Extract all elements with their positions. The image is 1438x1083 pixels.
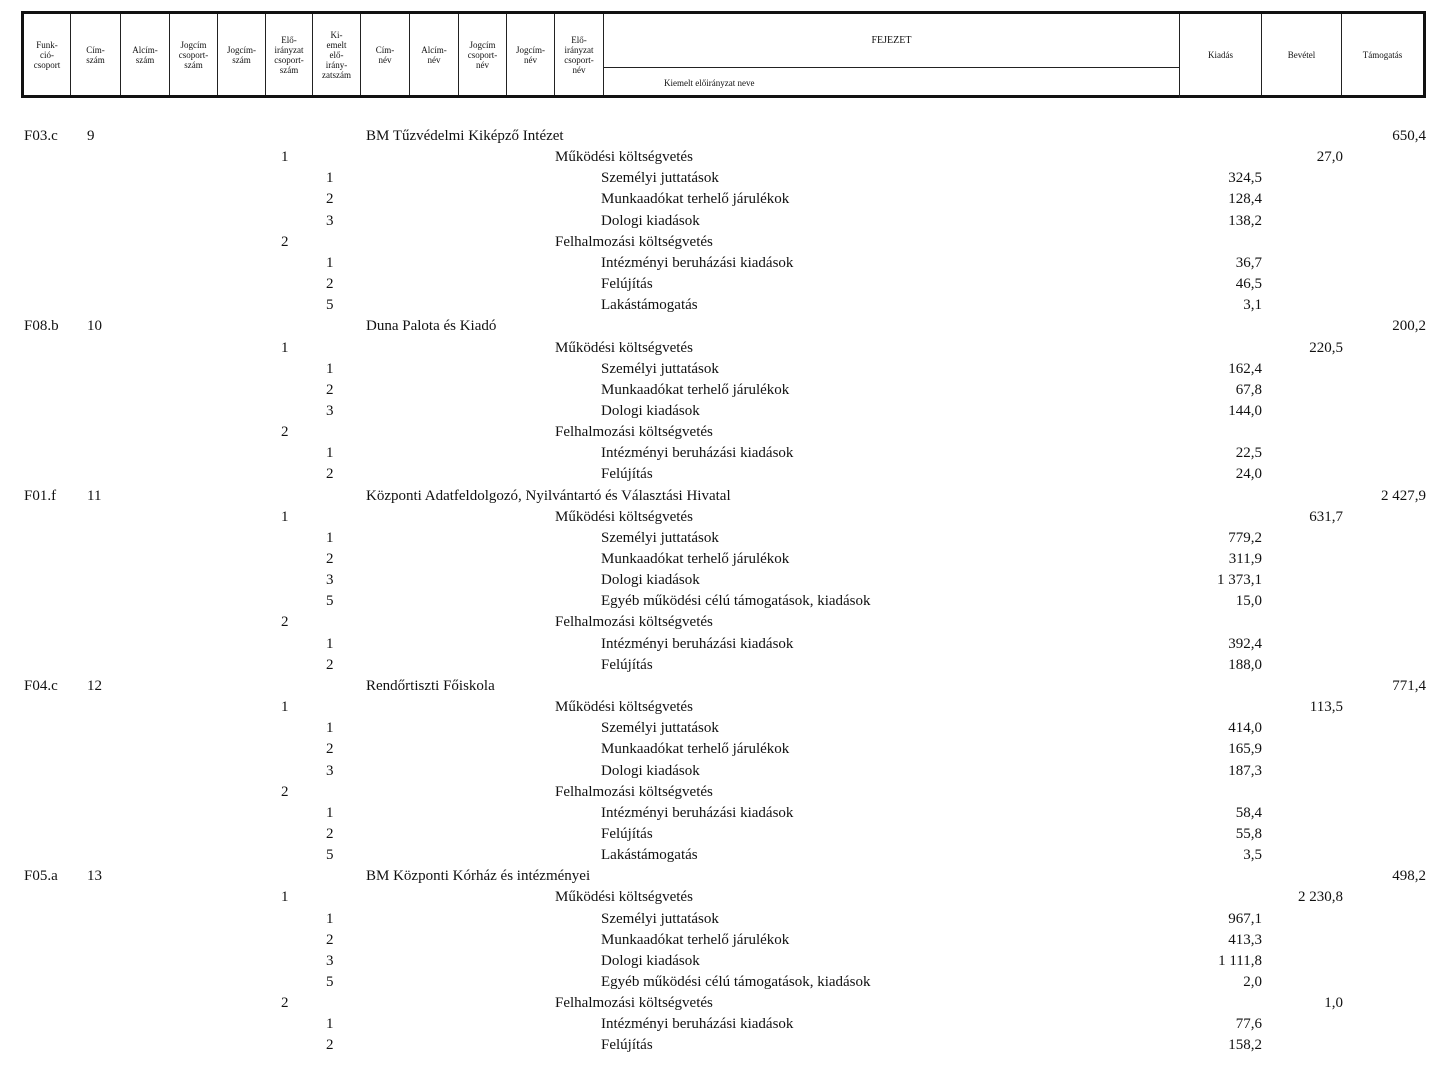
revenue-value: 113,5	[1309, 699, 1343, 716]
col-header-eloiranyzatcsoportnev: Elő- irányzat csoport- név	[555, 14, 604, 95]
subsidy-value: 2 427,9	[1381, 487, 1426, 504]
item-name: Egyéb működési célú támogatások, kiadások	[601, 593, 871, 610]
table-row	[0, 887, 1438, 908]
item-name: Személyi juttatások	[601, 720, 719, 737]
item-name: Dologi kiadások	[601, 402, 700, 419]
table-row	[0, 739, 1438, 760]
item-name: Lakástámogatás	[601, 847, 698, 864]
table-row	[0, 316, 1438, 337]
function-group-code: F04.c	[24, 677, 58, 694]
highlighted-appropriation-number: 5	[326, 847, 334, 864]
item-name: Intézményi beruházási kiadások	[601, 254, 794, 271]
item-name: Dologi kiadások	[601, 762, 700, 779]
expenditure-value: 15,0	[1235, 593, 1262, 610]
item-name: Dologi kiadások	[601, 212, 700, 229]
subsidy-value: 650,4	[1392, 128, 1426, 144]
col-header-cimszam: Cím- szám	[71, 14, 121, 95]
highlighted-appropriation-number: 1	[326, 445, 334, 462]
highlighted-appropriation-number: 2	[326, 191, 334, 208]
expenditure-value: 46,5	[1235, 276, 1262, 293]
subsidy-value: 771,4	[1392, 677, 1426, 694]
col-header-jogcimnev: Jogcím- név	[507, 14, 555, 95]
function-group-code: F03.c	[24, 128, 58, 144]
item-name: Intézményi beruházási kiadások	[601, 1016, 794, 1033]
expenditure-value: 1 373,1	[1217, 572, 1262, 589]
table-row	[0, 612, 1438, 633]
table-row	[0, 359, 1438, 380]
expenditure-value: 188,0	[1228, 656, 1262, 673]
table-row	[0, 211, 1438, 232]
table-row	[0, 147, 1438, 168]
table-row	[0, 972, 1438, 993]
highlighted-appropriation-number: 1	[326, 1016, 334, 1033]
group-name: Működési költségvetés	[555, 508, 693, 525]
expenditure-value: 162,4	[1228, 360, 1262, 377]
expenditure-value: 3,5	[1243, 847, 1262, 864]
item-name: Egyéb működési célú támogatások, kiadások	[601, 974, 871, 990]
group-name: Felhalmozási költségvetés	[555, 233, 713, 250]
highlighted-appropriation-number: 1	[326, 910, 334, 927]
group-name: Működési költségvetés	[555, 889, 693, 906]
title-number: 13	[87, 868, 102, 885]
table-row	[0, 761, 1438, 782]
item-name: Felújítás	[601, 1037, 653, 1054]
highlighted-appropriation-number: 3	[326, 402, 334, 419]
table-row	[0, 274, 1438, 295]
highlighted-appropriation-number: 2	[326, 825, 334, 842]
highlighted-appropriation-number: 5	[326, 297, 334, 314]
highlighted-appropriation-number: 2	[326, 1037, 334, 1054]
item-name: Intézményi beruházási kiadások	[601, 635, 794, 652]
item-name: Munkaadókat terhelő járulékok	[601, 931, 790, 948]
highlighted-appropriation-number: 1	[326, 360, 334, 377]
item-name: Személyi juttatások	[601, 910, 719, 927]
expenditure-value: 128,4	[1228, 191, 1262, 208]
revenue-value: 220,5	[1309, 339, 1343, 356]
item-name: Dologi kiadások	[601, 572, 700, 589]
chapter-name: BM Tűzvédelmi Kiképző Intézet	[366, 128, 564, 144]
function-group-code: F01.f	[24, 487, 57, 504]
col-header-alcimszam: Alcím- szám	[121, 14, 170, 95]
item-name: Munkaadókat terhelő járulékok	[601, 191, 790, 208]
table-row	[0, 655, 1438, 676]
highlighted-appropriation-number: 3	[326, 212, 334, 229]
expenditure-value: 311,9	[1228, 551, 1262, 567]
item-name: Felújítás	[601, 825, 653, 842]
group-name: Működési költségvetés	[555, 149, 693, 166]
item-name: Munkaadókat terhelő járulékok	[601, 741, 790, 758]
table-row	[0, 1014, 1438, 1035]
appropriation-group-number: 2	[281, 783, 289, 800]
table-row	[0, 253, 1438, 274]
col-header-jogcimszam: Jogcím- szám	[218, 14, 266, 95]
expenditure-value: 158,2	[1228, 1037, 1262, 1054]
expenditure-value: 22,5	[1235, 445, 1262, 462]
highlighted-appropriation-number: 2	[326, 931, 334, 948]
table-row	[0, 697, 1438, 718]
item-name: Dologi kiadások	[601, 952, 700, 969]
highlighted-appropriation-number: 2	[326, 656, 334, 673]
table-row	[0, 422, 1438, 443]
table-row	[0, 486, 1438, 507]
appropriation-group-number: 2	[281, 614, 289, 631]
group-name: Felhalmozási költségvetés	[555, 614, 713, 631]
table-row	[0, 401, 1438, 422]
highlighted-appropriation-number: 1	[326, 720, 334, 737]
group-name: Felhalmozási költségvetés	[555, 995, 713, 1012]
highlighted-appropriation-number: 1	[326, 804, 334, 821]
highlighted-appropriation-number: 2	[326, 551, 334, 567]
expenditure-value: 392,4	[1228, 635, 1262, 652]
highlighted-appropriation-number: 2	[326, 741, 334, 758]
expenditure-value: 413,3	[1228, 931, 1262, 948]
highlighted-appropriation-number: 1	[326, 170, 334, 187]
item-name: Lakástámogatás	[601, 297, 698, 314]
highlighted-appropriation-number: 2	[326, 276, 334, 293]
item-name: Intézményi beruházási kiadások	[601, 804, 794, 821]
chapter-name: Duna Palota és Kiadó	[366, 318, 497, 335]
table-row	[0, 380, 1438, 401]
expenditure-value: 779,2	[1228, 529, 1262, 546]
revenue-value: 2 230,8	[1298, 889, 1343, 906]
table-row	[0, 909, 1438, 930]
col-header-tamogatas: Támogatás	[1362, 49, 1403, 60]
col-header-kiemelt-nev: Kiemelt előirányzat neve	[604, 68, 1180, 98]
col-header-kiemelt-szam: Ki- emelt elő- irány- zatszám	[313, 14, 361, 95]
group-name: Felhalmozási költségvetés	[555, 424, 713, 441]
table-row	[0, 443, 1438, 464]
expenditure-value: 2,0	[1243, 974, 1262, 990]
highlighted-appropriation-number: 1	[326, 529, 334, 546]
appropriation-group-number: 2	[281, 995, 289, 1012]
chapter-name: Központi Adatfeldolgozó, Nyilvántartó és Választási Hivatal	[366, 487, 731, 504]
expenditure-value: 77,6	[1235, 1016, 1262, 1033]
col-header-jogcimcsoportnev: Jogcím csoport- név	[459, 14, 507, 95]
highlighted-appropriation-number: 2	[326, 466, 334, 483]
expenditure-value: 58,4	[1235, 804, 1262, 821]
chapter-name: BM Központi Kórház és intézményei	[366, 868, 591, 885]
group-name: Működési költségvetés	[555, 699, 693, 716]
highlighted-appropriation-number: 3	[326, 572, 334, 589]
table-row	[0, 507, 1438, 528]
col-header-alcimnev: Alcím- név	[410, 14, 459, 95]
item-name: Munkaadókat terhelő járulékok	[601, 551, 790, 567]
table-row	[0, 464, 1438, 485]
item-name: Felújítás	[601, 656, 653, 673]
item-name: Felújítás	[601, 466, 653, 483]
function-group-code: F05.a	[24, 868, 58, 885]
table-row	[0, 295, 1438, 316]
expenditure-value: 144,0	[1228, 402, 1262, 419]
expenditure-value: 3,1	[1243, 297, 1262, 314]
highlighted-appropriation-number: 3	[326, 762, 334, 779]
table-row	[0, 338, 1438, 359]
item-name: Felújítás	[601, 276, 653, 293]
table-row	[0, 930, 1438, 951]
expenditure-value: 187,3	[1228, 762, 1262, 779]
table-row	[0, 189, 1438, 210]
appropriation-group-number: 1	[281, 149, 289, 166]
subsidy-value: 200,2	[1392, 318, 1426, 335]
expenditure-value: 24,0	[1235, 466, 1262, 483]
header-table	[21, 11, 1426, 98]
expenditure-value: 67,8	[1235, 381, 1262, 398]
title-number: 10	[87, 318, 102, 335]
item-name: Személyi juttatások	[601, 170, 719, 187]
revenue-value: 631,7	[1309, 508, 1343, 525]
highlighted-appropriation-number: 5	[326, 974, 334, 990]
col-header-funkcio: Funk- ció- csoport	[24, 14, 71, 95]
highlighted-appropriation-number: 2	[326, 381, 334, 398]
col-header-fejezet: FEJEZET	[604, 14, 1180, 68]
item-name: Személyi juttatások	[601, 360, 719, 377]
function-group-code: F08.b	[24, 318, 59, 335]
table-row	[0, 824, 1438, 845]
revenue-value: 1,0	[1324, 995, 1343, 1012]
highlighted-appropriation-number: 3	[326, 952, 334, 969]
col-header-kiadas: Kiadás	[1180, 14, 1262, 95]
highlighted-appropriation-number: 1	[326, 254, 334, 271]
expenditure-value: 36,7	[1235, 254, 1262, 271]
table-row	[0, 126, 1438, 147]
table-row	[0, 168, 1438, 189]
group-name: Működési költségvetés	[555, 339, 693, 356]
expenditure-value: 1 111,8	[1218, 952, 1262, 969]
table-row	[0, 803, 1438, 824]
item-name: Intézményi beruházási kiadások	[601, 445, 794, 462]
item-name: Személyi juttatások	[601, 529, 719, 546]
table-row	[0, 866, 1438, 887]
appropriation-group-number: 1	[281, 339, 289, 356]
table-row	[0, 1035, 1438, 1056]
table-row	[0, 718, 1438, 739]
title-number: 11	[87, 487, 102, 504]
table-row	[0, 591, 1438, 612]
group-name: Felhalmozási költségvetés	[555, 783, 713, 800]
table-row	[0, 845, 1438, 866]
appropriation-group-number: 1	[281, 508, 289, 525]
col-header-eloiranyzatcsoportszam: Elő- irányzat csoport- szám	[266, 14, 313, 95]
table-row	[0, 951, 1438, 972]
table-row	[0, 570, 1438, 591]
expenditure-value: 414,0	[1228, 720, 1262, 737]
subsidy-value: 498,2	[1392, 868, 1426, 885]
chapter-name: Rendőrtiszti Főiskola	[366, 677, 495, 694]
appropriation-group-number: 1	[281, 699, 289, 716]
table-row	[0, 782, 1438, 803]
table-row	[0, 993, 1438, 1014]
col-header-jogcimcsoportszam: Jogcím csoport- szám	[170, 14, 218, 95]
table-row	[0, 676, 1438, 697]
revenue-value: 27,0	[1316, 149, 1343, 166]
table-row	[0, 549, 1438, 570]
title-number: 12	[87, 677, 102, 694]
item-name: Munkaadókat terhelő járulékok	[601, 381, 790, 398]
expenditure-value: 165,9	[1228, 741, 1262, 758]
expenditure-value: 324,5	[1228, 170, 1262, 187]
expenditure-value: 967,1	[1228, 910, 1262, 927]
table-row	[0, 634, 1438, 655]
table-row	[0, 528, 1438, 549]
title-number: 9	[87, 128, 95, 144]
col-header-bevetel: Bevétel	[1262, 14, 1342, 95]
appropriation-group-number: 2	[281, 424, 289, 441]
col-header-cimnev: Cím- név	[361, 14, 410, 95]
table-row	[0, 232, 1438, 253]
expenditure-value: 138,2	[1228, 212, 1262, 229]
appropriation-group-number: 2	[281, 233, 289, 250]
expenditure-value: 55,8	[1235, 825, 1262, 842]
highlighted-appropriation-number: 5	[326, 593, 334, 610]
highlighted-appropriation-number: 1	[326, 635, 334, 652]
appropriation-group-number: 1	[281, 889, 289, 906]
